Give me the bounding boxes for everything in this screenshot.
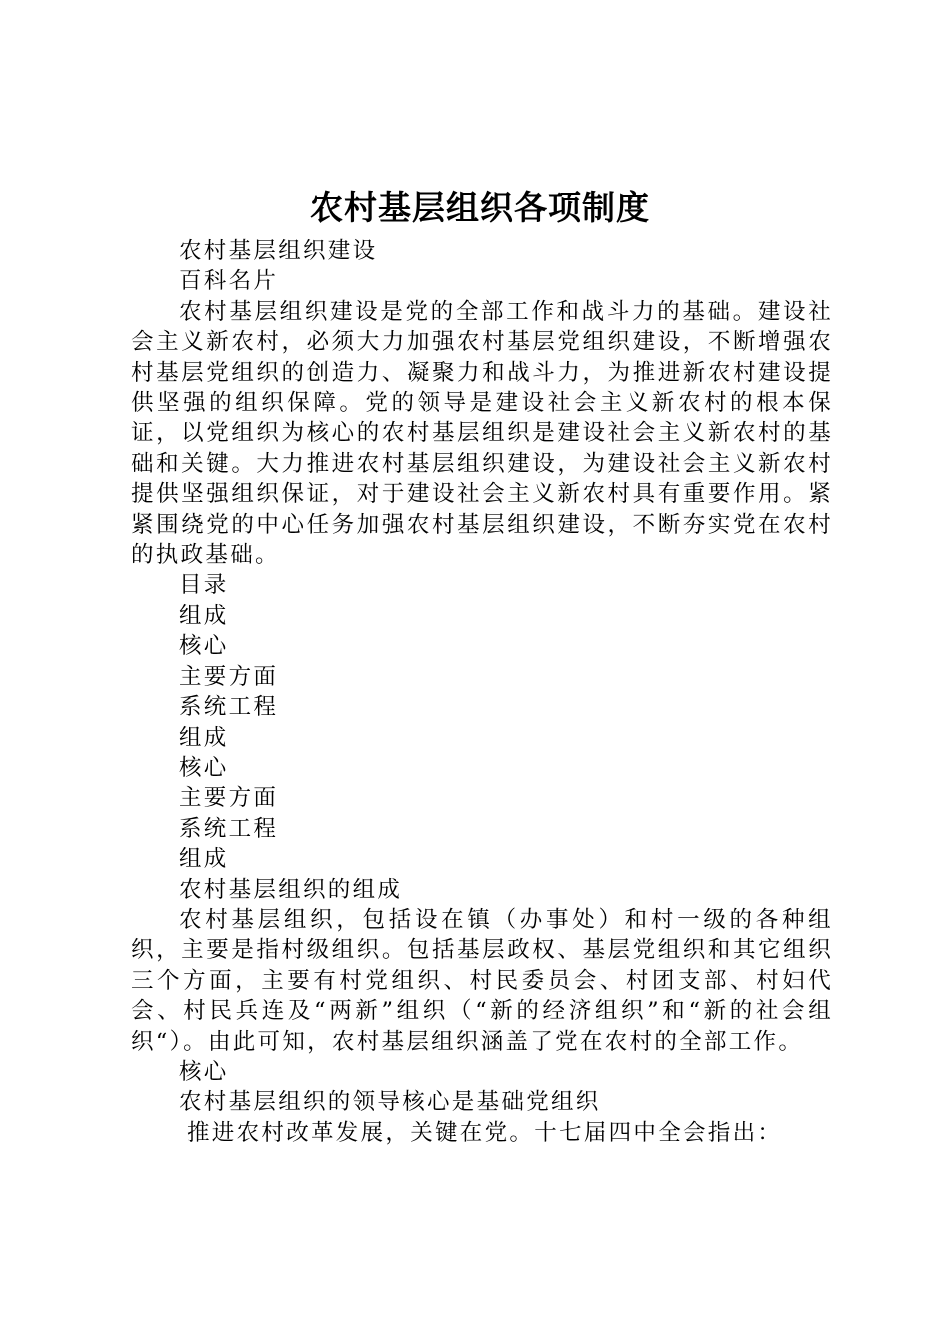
composition-paragraph: 农村基层组织，包括设在镇（办事处）和村一级的各种组织，主要是指村级组织。包括基层政权、基层党组织和其它组织三个方面，主要有村党组织、村民委员会、村团支部、村妇代会、村民兵连及“两新”组织（“新的经济组织”和“新的社会组织“）。由此可知，农村基层组织涵盖了党在农村的全部工作。: [131, 906, 833, 1055]
document-title: 农村基层组织各项制度: [310, 188, 650, 227]
document-body: [131, 236, 833, 1148]
toc-heading: 目录: [179, 572, 229, 599]
section-subheading: 农村基层组织的组成: [179, 876, 403, 903]
toc-item: 主要方面: [179, 663, 279, 690]
section-heading: 组成: [179, 846, 229, 873]
toc-item: 组成: [179, 724, 229, 751]
section-heading: 核心: [179, 1058, 229, 1085]
toc-item: 组成: [179, 602, 229, 629]
toc-item: 系统工程: [179, 815, 279, 842]
toc-item: 核心: [179, 754, 229, 781]
intro-paragraph: 农村基层组织建设是党的全部工作和战斗力的基础。建设社会主义新农村，必须大力加强农村基层党组织建设，不断增强农村基层党组织的创造力、凝聚力和战斗力，为推进新农村建设提供坚强的组织保障。党的领导是建设社会主义新农村的根本保证，以党组织为核心的农村基层组织是建设社会主义新农村的基础和关键。大力推进农村基层组织建设，为建设社会主义新农村提供坚强组织保证，对于建设社会主义新农村具有重要作用。紧紧围绕党的中心任务加强农村基层组织建设，不断夯实党在农村的执政基础。: [131, 298, 833, 569]
toc-item: 系统工程: [179, 694, 279, 721]
toc-item: 核心: [179, 633, 229, 660]
toc-item: 主要方面: [179, 785, 279, 812]
section-label: 百科名片: [179, 268, 279, 295]
core-paragraph: 推进农村改革发展，关键在党。十七届四中全会指出：: [187, 1119, 783, 1146]
section-subheading: 农村基层组织的领导核心是基础党组织: [179, 1089, 601, 1116]
subtitle-line: 农村基层组织建设: [179, 238, 378, 264]
